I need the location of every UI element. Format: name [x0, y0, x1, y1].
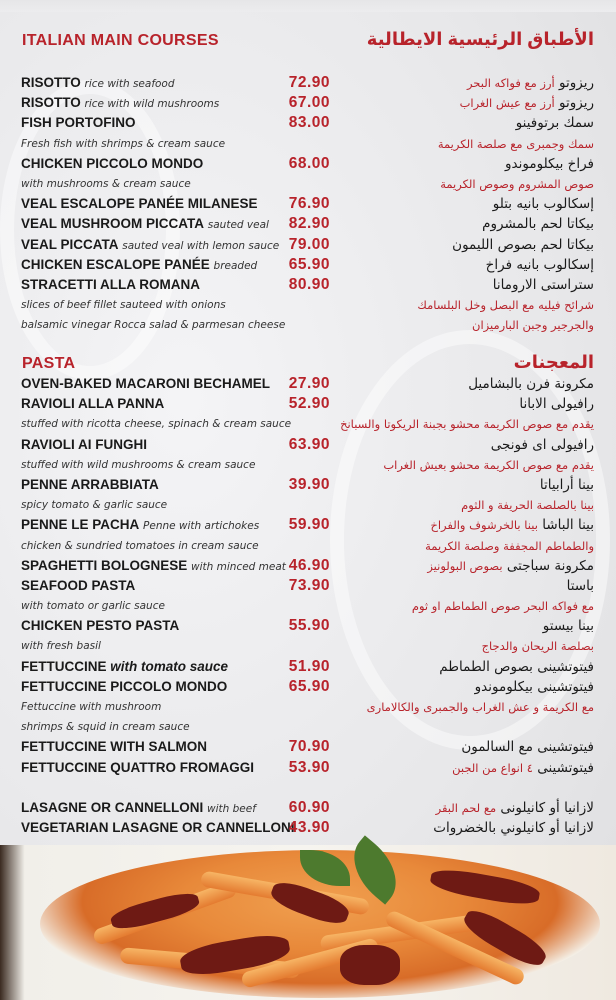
- item-english: [21, 758, 254, 778]
- item-name: FETTUCCINE PICCOLO MONDO: [21, 678, 228, 694]
- item-name-arabic: [433, 818, 594, 838]
- arabic-name: فيتوتشينى مع السالمون: [461, 739, 594, 756]
- arabic-name: رافيولى اى فونجى: [490, 436, 594, 453]
- menu-item: [0, 758, 616, 778]
- menu-item: [0, 93, 616, 113]
- item-description: Penne with artichokes: [143, 520, 260, 533]
- item-price: 68.00: [288, 154, 330, 172]
- item-price: 82.90: [288, 215, 330, 233]
- description-row: [0, 134, 616, 154]
- item-english: [21, 798, 256, 819]
- arabic-name: بيكاتا لحم بصوص الليمون: [452, 236, 594, 253]
- pasta-list: [0, 374, 616, 778]
- item-name: CHICKEN PESTO PASTA: [21, 618, 180, 634]
- item-name-arabic: [452, 235, 594, 255]
- item-price: 53.90: [288, 758, 330, 776]
- item-description-arabic: مع الكريمة و عش الغراب والجمبرى والكالامارى: [366, 700, 594, 714]
- arabic-name: فيتوتشينى بيكلوموندو: [474, 678, 594, 695]
- description-row: [0, 596, 616, 616]
- item-english: [21, 154, 203, 174]
- pasta-title-arabic: المعجنات: [513, 352, 594, 372]
- item-name: RISOTTO: [21, 75, 81, 90]
- arabic-description: أرز مع فواكه البحر: [466, 76, 555, 90]
- pasta-photo: [0, 845, 616, 1000]
- item-name-arabic: [468, 374, 594, 394]
- arabic-name: لازانيا أو كانيلوني بالخضروات: [433, 820, 594, 837]
- top-border: [0, 0, 616, 12]
- menu-item: [0, 616, 616, 636]
- item-name-arabic: [461, 737, 594, 757]
- item-description-arabic: يقدم مع صوص الكريمة محشو بعيش الغراب: [383, 457, 594, 472]
- item-price: 46.90: [288, 556, 330, 574]
- item-english: [21, 394, 164, 414]
- menu-item: [0, 275, 616, 295]
- item-description: Fettuccine with mushroom: [21, 701, 162, 713]
- item-description: with fresh basil: [21, 640, 101, 653]
- menu-item: [0, 235, 616, 255]
- item-name-arabic: [543, 616, 594, 636]
- item-name-arabic: [493, 275, 594, 295]
- arabic-name: إسكالوب بانيه فراخ: [485, 256, 594, 273]
- item-description: with minced meat: [191, 560, 286, 573]
- item-price: 83.00: [288, 114, 330, 132]
- arabic-name: ريزوتو: [559, 95, 594, 112]
- item-name: VEAL PICCATA: [21, 236, 119, 252]
- item-name-arabic: [452, 758, 594, 778]
- arabic-name: باستا: [566, 577, 594, 594]
- item-english: [21, 737, 207, 757]
- item-english: [21, 93, 219, 114]
- item-name: SEAFOOD PASTA: [21, 577, 136, 593]
- item-description: chicken & sundried tomatoes in cream sauce: [21, 539, 259, 552]
- lasagne-list: [0, 798, 616, 838]
- item-english: [21, 475, 159, 495]
- item-description: with beef: [207, 803, 256, 815]
- item-name: RAVIOLI ALLA PANNA: [21, 396, 165, 412]
- menu-item: [0, 73, 616, 93]
- menu-item: [0, 798, 616, 818]
- item-description: Fresh fish with shrimps & cream sauce: [21, 137, 226, 150]
- main-courses-title-arabic: الأطباق الرئيسية الايطالية: [366, 29, 594, 49]
- item-name: VEGETARIAN LASAGNE OR CANNELLONI: [21, 820, 295, 836]
- item-name: STRACETTI ALLA ROMANA: [21, 276, 200, 292]
- item-price: 60.90: [288, 799, 330, 816]
- item-name-arabic: [540, 475, 594, 495]
- item-description: shrimps & squid in cream sauce: [21, 721, 190, 734]
- arabic-description: بينا بالخرشوف والفراخ: [430, 518, 538, 533]
- arabic-name: ستراستى الارومانا: [492, 276, 594, 293]
- menu-item: [0, 435, 616, 455]
- item-name: PENNE LE PACHA: [21, 517, 140, 533]
- item-name-arabic: [475, 677, 594, 697]
- arabic-description: ٤ انواع من الجبن: [452, 760, 533, 775]
- menu-item: [0, 556, 616, 576]
- item-price: 79.00: [288, 235, 330, 253]
- item-description: sauted veal: [207, 219, 269, 232]
- item-english: [21, 576, 135, 596]
- arabic-name: بينا الباشا: [542, 517, 594, 534]
- item-price: 63.90: [288, 435, 330, 453]
- item-name-arabic: [427, 556, 594, 576]
- item-description: balsamic vinegar Rocca salad & parmesan cheese: [21, 319, 286, 332]
- arabic-description: مع لحم البقر: [435, 801, 497, 815]
- item-description-arabic: يقدم مع صوص الكريمة محشو بجبنة الريكوتا والسبانخ: [340, 417, 594, 432]
- description-row: [0, 315, 616, 335]
- item-description: sauted veal with lemon sauce: [122, 239, 280, 252]
- item-name: OVEN-BAKED MACARONI BECHAMEL: [21, 376, 270, 391]
- item-price: 72.90: [288, 74, 330, 91]
- arabic-name: بينا بيستو: [542, 618, 594, 635]
- menu-item: [0, 374, 616, 394]
- item-name: VEAL MUSHROOM PICCATA: [21, 216, 205, 232]
- item-description-arabic: شرائح فيليه مع البصل وخل البلسامك: [417, 298, 594, 313]
- item-name-arabic: [436, 798, 594, 818]
- description-row: [0, 414, 616, 434]
- arabic-name: بيكاتا لحم بالمشروم: [482, 216, 594, 233]
- arabic-name: سمك برتوفينو: [515, 115, 594, 132]
- description-row: [0, 295, 616, 315]
- item-description-arabic: والجرجير وجبن البارميزان: [472, 318, 594, 333]
- arabic-name: بينا أرابياتا: [539, 476, 594, 493]
- item-description-arabic: سمك وجمبرى مع صلصة الكريمة: [437, 136, 594, 151]
- item-description: with mushrooms & cream sauce: [21, 177, 191, 190]
- item-name-arabic: [486, 255, 594, 275]
- item-english: [21, 677, 227, 697]
- item-name-arabic: [493, 194, 594, 214]
- main-courses-list: [0, 73, 616, 335]
- item-english: [21, 113, 136, 133]
- arabic-description: أرز مع عيش الغراب: [459, 96, 555, 111]
- item-description: spicy tomato & garlic sauce: [21, 499, 168, 512]
- menu-item: [0, 154, 616, 174]
- item-english: [21, 515, 259, 536]
- item-price: 76.90: [288, 195, 330, 213]
- item-description: rice with seafood: [84, 78, 175, 90]
- item-name: PENNE ARRABBIATA: [21, 476, 159, 492]
- description-row: [0, 174, 616, 194]
- item-name-arabic: [505, 154, 594, 174]
- description-row: [0, 455, 616, 475]
- arabic-name: مكرونة سباجتى: [506, 557, 594, 574]
- item-name: FETTUCCINE: [21, 658, 107, 674]
- arabic-name: ريزوتو: [559, 75, 594, 91]
- item-english: [21, 374, 270, 394]
- item-price: 70.90: [288, 738, 330, 756]
- arabic-name: إسكالوب بانيه بتلو: [492, 196, 594, 213]
- item-price: 59.90: [288, 516, 330, 534]
- item-description-arabic: صوص المشروم وصوص الكريمة: [440, 176, 594, 191]
- item-english: [21, 435, 147, 455]
- item-price: 55.90: [288, 617, 330, 635]
- item-english: [21, 275, 200, 295]
- menu-item: [0, 818, 616, 838]
- main-courses-title: ITALIAN MAIN COURSES: [22, 32, 219, 49]
- item-name-arabic: [491, 435, 594, 455]
- item-description: rice with wild mushrooms: [84, 98, 220, 111]
- menu-item: [0, 113, 616, 133]
- item-english: [21, 214, 269, 235]
- item-name: VEAL ESCALOPE PANÉE MILANESE: [21, 196, 258, 212]
- item-price: 52.90: [288, 395, 330, 413]
- item-name-arabic: [439, 657, 594, 677]
- item-english: [21, 235, 279, 256]
- item-name-arabic: [460, 93, 594, 113]
- item-description: with tomato or garlic sauce: [21, 600, 165, 613]
- arabic-name: فيتوتشينى بصوص الطماطم: [439, 658, 594, 675]
- item-english: [21, 194, 258, 214]
- item-name: LASAGNE OR CANNELLONI: [21, 800, 204, 815]
- item-english: [21, 818, 295, 838]
- menu-item: [0, 576, 616, 596]
- arabic-description: بصوص البولونيز: [427, 558, 503, 573]
- item-price: 67.00: [288, 94, 330, 112]
- item-english: [21, 73, 175, 94]
- item-name: FETTUCCINE QUATTRO FROMAGGI: [21, 759, 254, 775]
- item-name: FETTUCCINE WITH SALMON: [21, 739, 207, 755]
- item-description-arabic: بينا بالصلصة الحريفة و الثوم: [461, 498, 594, 513]
- item-name-arabic: [519, 394, 594, 414]
- description-row: [0, 536, 616, 556]
- arabic-name: فراخ بيكلوموندو: [505, 155, 594, 172]
- item-english: [21, 616, 179, 636]
- menu-item: [0, 515, 616, 535]
- item-price: 43.90: [288, 819, 330, 837]
- arabic-name: فيتوتشينى: [537, 759, 594, 776]
- menu-item: [0, 475, 616, 495]
- item-name: RISOTTO: [21, 95, 81, 111]
- menu-item: [0, 737, 616, 757]
- item-description: slices of beef fillet sauteed with onions: [21, 299, 226, 312]
- item-description-arabic: بصلصة الريحان والدجاج: [481, 639, 594, 654]
- menu-item: [0, 677, 616, 697]
- menu-item: [0, 255, 616, 275]
- arabic-name: رافيولى الابانا: [519, 396, 594, 413]
- item-price: 51.90: [288, 657, 330, 675]
- item-price: 39.90: [288, 475, 330, 493]
- description-row: [0, 495, 616, 515]
- item-description-arabic: والطماطم المجففة وصلصة الكريمة: [425, 538, 594, 553]
- menu-item: [0, 214, 616, 234]
- item-price: 73.90: [288, 576, 330, 594]
- item-name-arabic: [482, 214, 594, 234]
- description-row: [0, 717, 616, 737]
- item-name-arabic: [516, 113, 594, 133]
- item-price: 65.90: [288, 255, 330, 273]
- item-english: [21, 657, 228, 677]
- item-price: 65.90: [288, 677, 330, 695]
- menu-item: [0, 394, 616, 414]
- item-english: [21, 556, 286, 577]
- item-name: RAVIOLI AI FUNGHI: [21, 436, 147, 452]
- item-description-arabic: مع فواكه البحر صوص الطماطم او ثوم: [411, 599, 594, 614]
- item-price: 27.90: [288, 375, 330, 392]
- sundried-tomato: [340, 945, 400, 985]
- arabic-name: لازانيا أو كانيلونى: [500, 800, 594, 816]
- description-row: [0, 697, 616, 717]
- arabic-name: مكرونة فرن بالبشاميل: [468, 376, 594, 392]
- description-row: [0, 636, 616, 656]
- item-description: with tomato sauce: [110, 658, 229, 674]
- item-name-arabic: [567, 576, 594, 596]
- item-description: breaded: [213, 259, 258, 272]
- item-price: 80.90: [288, 275, 330, 293]
- item-name: CHICKEN ESCALOPE PANÉE: [21, 256, 210, 272]
- pasta-title: PASTA: [22, 355, 76, 372]
- item-english: [21, 255, 257, 276]
- menu-item: [0, 657, 616, 677]
- item-name: SPAGHETTI BOLOGNESE: [21, 557, 188, 573]
- item-description: stuffed with wild mushrooms & cream sauce: [21, 458, 256, 471]
- menu-item: [0, 194, 616, 214]
- item-name-arabic: [430, 515, 594, 535]
- item-name: CHICKEN PICCOLO MONDO: [21, 155, 204, 171]
- item-name-arabic: [467, 73, 594, 93]
- item-name: FISH PORTOFINO: [21, 115, 136, 131]
- item-description: stuffed with ricotta cheese, spinach & cream sauce: [21, 418, 292, 431]
